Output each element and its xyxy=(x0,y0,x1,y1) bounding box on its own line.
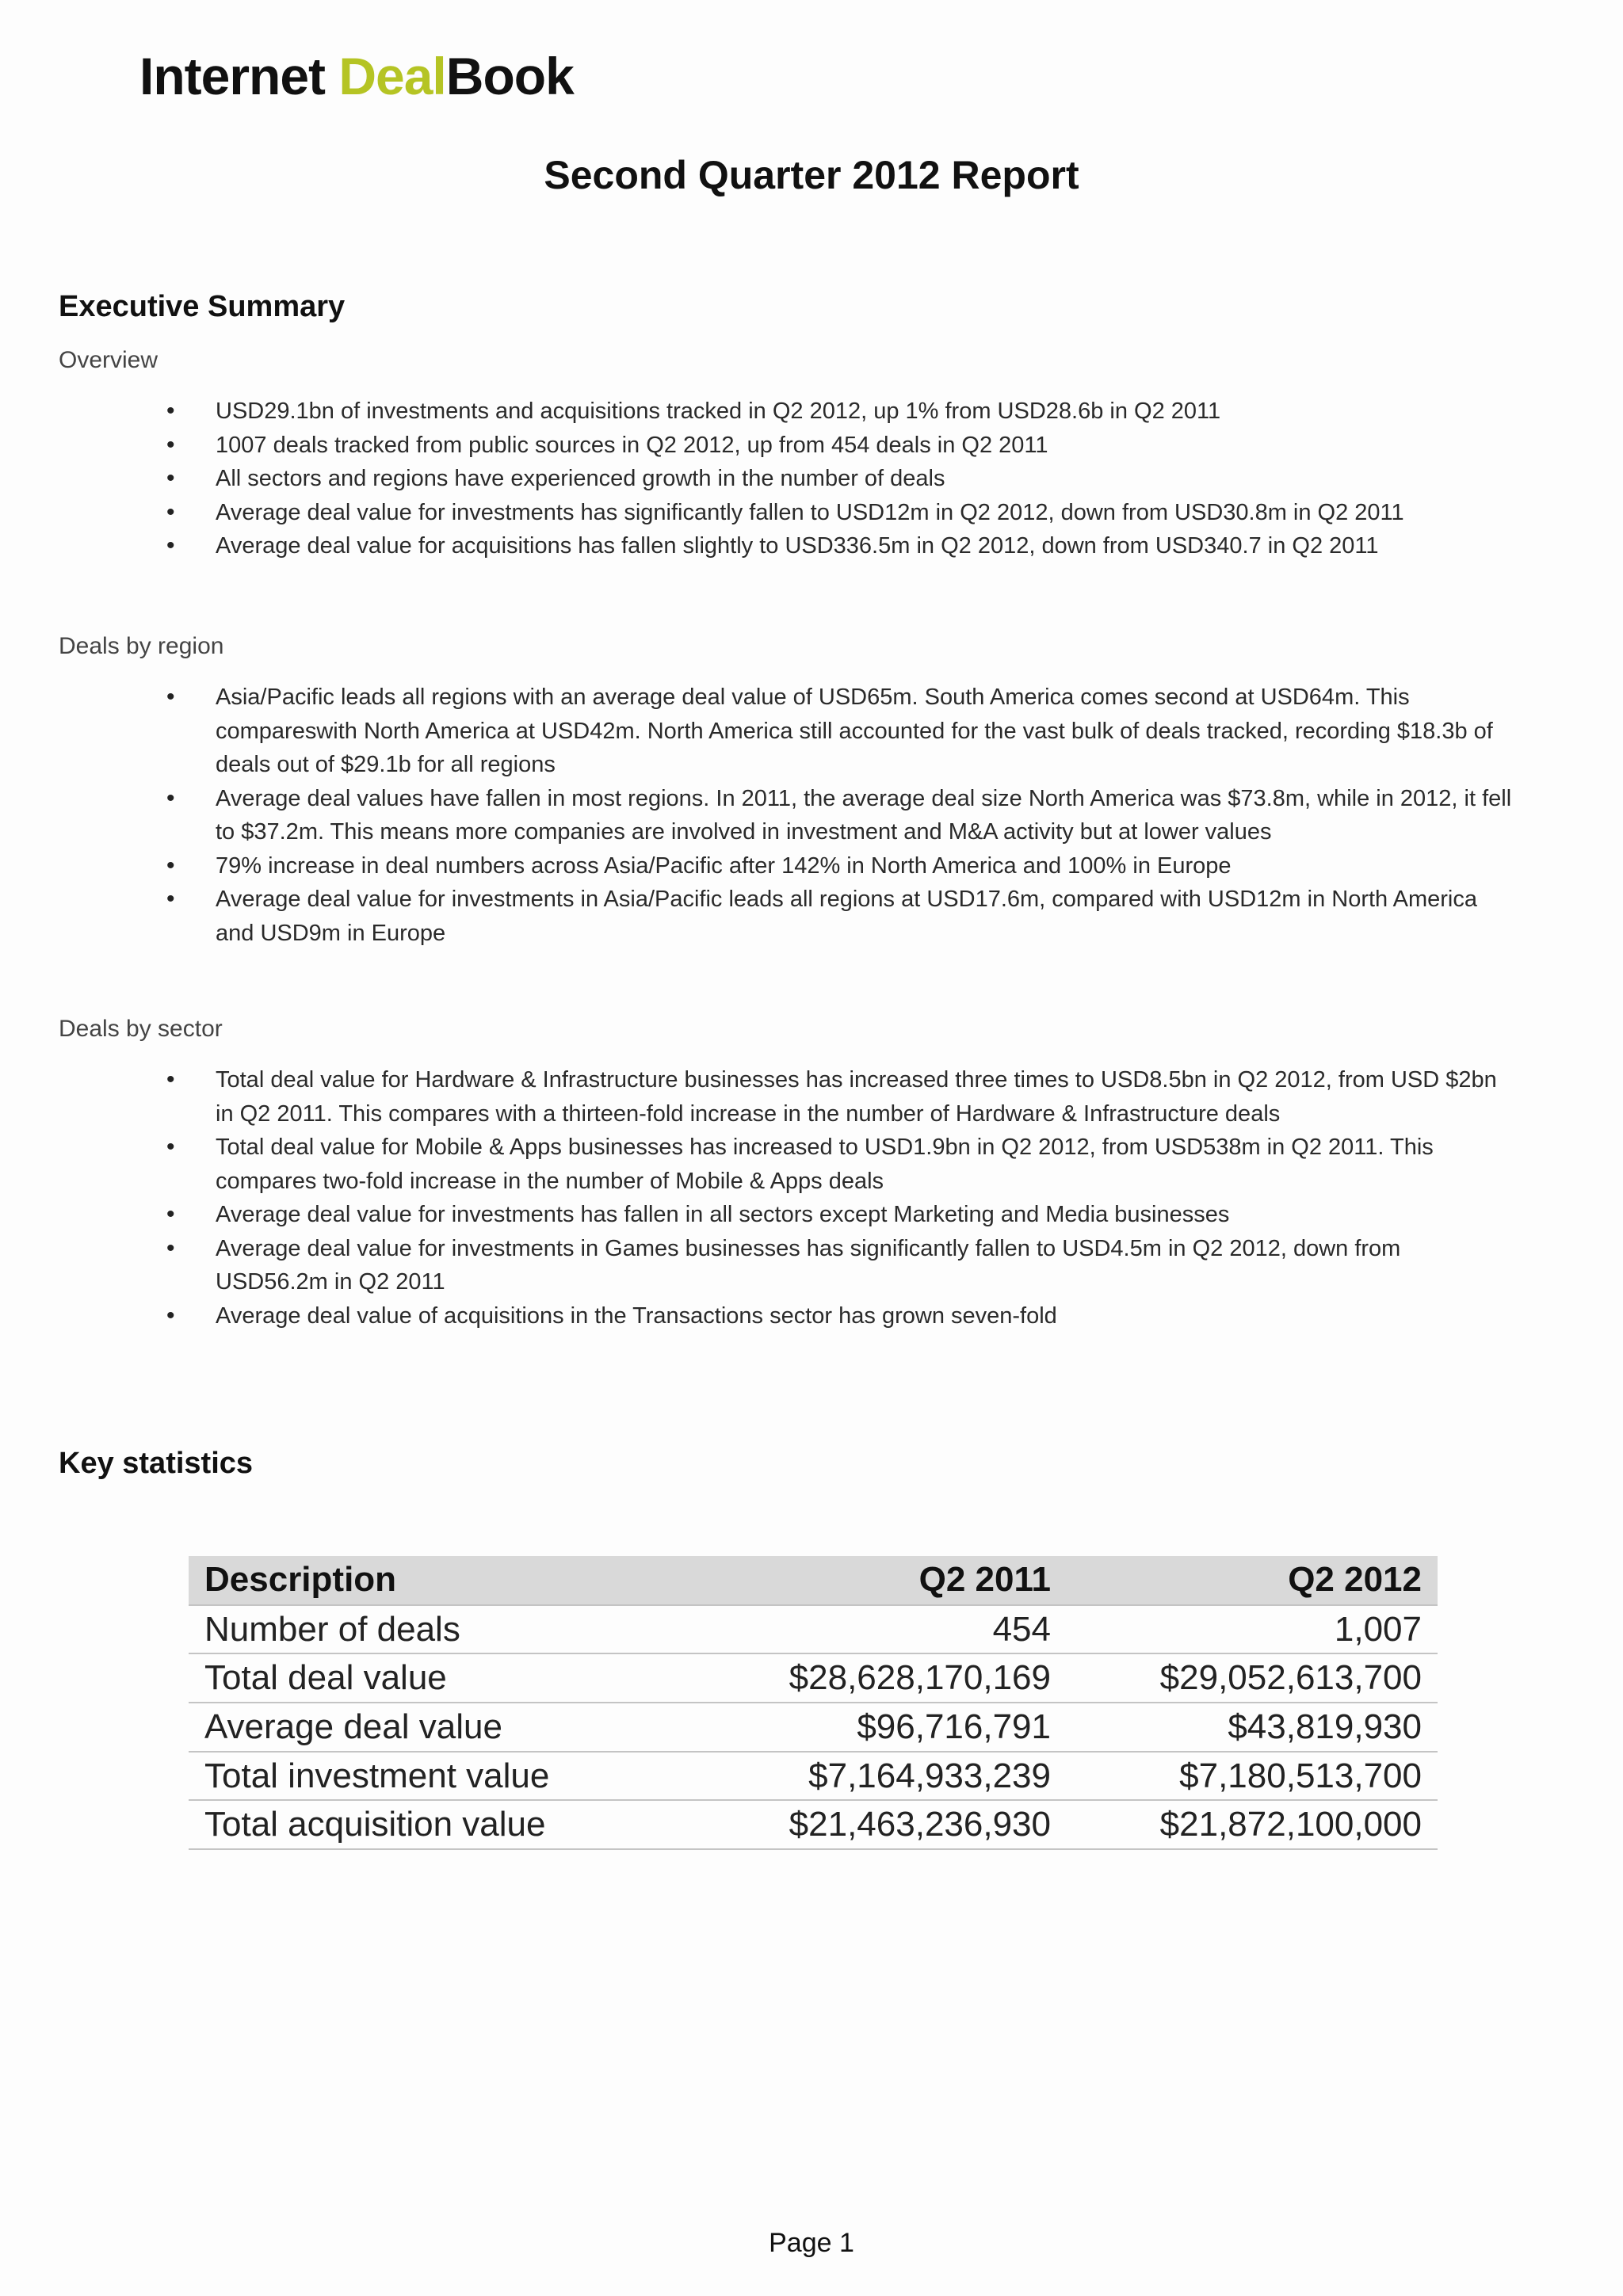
executive-summary-heading: Executive Summary xyxy=(59,290,346,323)
row-q2-2012-value: 1,007 xyxy=(1067,1605,1438,1654)
table-header-row xyxy=(189,1556,1438,1605)
deals-by-region-label: Deals by region xyxy=(59,633,224,659)
overview-list xyxy=(166,395,1514,563)
row-description: Total acquisition value xyxy=(189,1800,696,1849)
deals-by-sector-label: Deals by sector xyxy=(59,1016,223,1042)
overview-bullet: • Average deal value for investments has significantly fallen to USD12m in Q2 2012, down from USD30.8m in Q2 2011 xyxy=(166,496,1514,530)
logo xyxy=(139,46,574,106)
table-row xyxy=(189,1653,1438,1703)
region-bullet: • Average deal values have fallen in most regions. In 2011, the average deal size North America was $73.8m, while in 2012, it fell to $37.2m. This means more companies are involved in investment and M&A activity but at lower values xyxy=(166,782,1514,849)
table-row xyxy=(189,1752,1438,1801)
sector-bullet: • Total deal value for Mobile & Apps businesses has increased to USD1.9bn in Q2 2012, from USD538m in Q2 2011. This compares two-fold increase in the number of Mobile & Apps deals xyxy=(166,1131,1514,1198)
logo-text-book: Book xyxy=(445,47,574,105)
row-description: Total investment value xyxy=(189,1752,696,1801)
row-q2-2012-value: $43,819,930 xyxy=(1067,1703,1438,1752)
row-q2-2011-value: 454 xyxy=(696,1605,1067,1654)
row-q2-2011-value: $96,716,791 xyxy=(696,1703,1067,1752)
overview-bullet: • 1007 deals tracked from public sources in Q2 2012, up from 454 deals in Q2 2011 xyxy=(166,429,1514,463)
key-statistics-table xyxy=(189,1556,1438,1850)
sector-bullet: • Average deal value of acquisitions in the Transactions sector has grown seven-fold xyxy=(166,1299,1514,1333)
row-q2-2012-value: $7,180,513,700 xyxy=(1067,1752,1438,1801)
table-row xyxy=(189,1605,1438,1654)
deals-by-sector-list xyxy=(166,1063,1514,1333)
column-header-q2-2012: Q2 2012 xyxy=(1067,1556,1438,1605)
row-q2-2012-value: $21,872,100,000 xyxy=(1067,1800,1438,1849)
row-q2-2011-value: $28,628,170,169 xyxy=(696,1653,1067,1703)
logo-text-deal: Deal xyxy=(338,47,446,105)
row-q2-2011-value: $7,164,933,239 xyxy=(696,1752,1067,1801)
sector-bullet: • Total deal value for Hardware & Infrastructure businesses has increased three times to USD8.5bn in Q2 2012, from USD $2bn in Q2 2011. This compares with a thirteen-fold increase in the number of Hardware & Infrastructure deals xyxy=(166,1063,1514,1131)
region-bullet: • 79% increase in deal numbers across Asia/Pacific after 142% in North America and 100% in Europe xyxy=(166,849,1514,883)
row-q2-2012-value: $29,052,613,700 xyxy=(1067,1653,1438,1703)
deals-by-region-list xyxy=(166,681,1514,950)
region-bullet: • Asia/Pacific leads all regions with an average deal value of USD65m. South America comes second at USD64m. This compareswith North America at USD42m. North America still accounted for the vast bulk of deals tracked, recording $18.3b of deals out of $29.1b for all regions xyxy=(166,681,1514,782)
sector-bullet: • Average deal value for investments in Games businesses has significantly fallen to USD4.5m in Q2 2012, down from USD56.2m in Q2 2011 xyxy=(166,1232,1514,1299)
row-description: Average deal value xyxy=(189,1703,696,1752)
report-title: Second Quarter 2012 Report xyxy=(544,153,1079,197)
sector-bullet: • Average deal value for investments has fallen in all sectors except Marketing and Media businesses xyxy=(166,1198,1514,1232)
overview-label: Overview xyxy=(59,347,158,373)
row-description: Total deal value xyxy=(189,1653,696,1703)
region-bullet: • Average deal value for investments in Asia/Pacific leads all regions at USD17.6m, compared with USD12m in North America and USD9m in Europe xyxy=(166,883,1514,950)
column-header-description: Description xyxy=(189,1556,696,1605)
logo-text-internet: Internet xyxy=(139,47,339,105)
table-row xyxy=(189,1800,1438,1849)
key-statistics-heading: Key statistics xyxy=(59,1447,254,1480)
table-row xyxy=(189,1703,1438,1752)
row-q2-2011-value: $21,463,236,930 xyxy=(696,1800,1067,1849)
column-header-q2-2011: Q2 2011 xyxy=(696,1556,1067,1605)
overview-bullet: • Average deal value for acquisitions has fallen slightly to USD336.5m in Q2 2012, down from USD340.7 in Q2 2011 xyxy=(166,529,1514,563)
overview-bullet: • All sectors and regions have experienced growth in the number of deals xyxy=(166,462,1514,496)
row-description: Number of deals xyxy=(189,1605,696,1654)
overview-bullet: • USD29.1bn of investments and acquisitions tracked in Q2 2012, up 1% from USD28.6b in Q2 2011 xyxy=(166,395,1514,429)
page-number: Page 1 xyxy=(769,2228,854,2258)
